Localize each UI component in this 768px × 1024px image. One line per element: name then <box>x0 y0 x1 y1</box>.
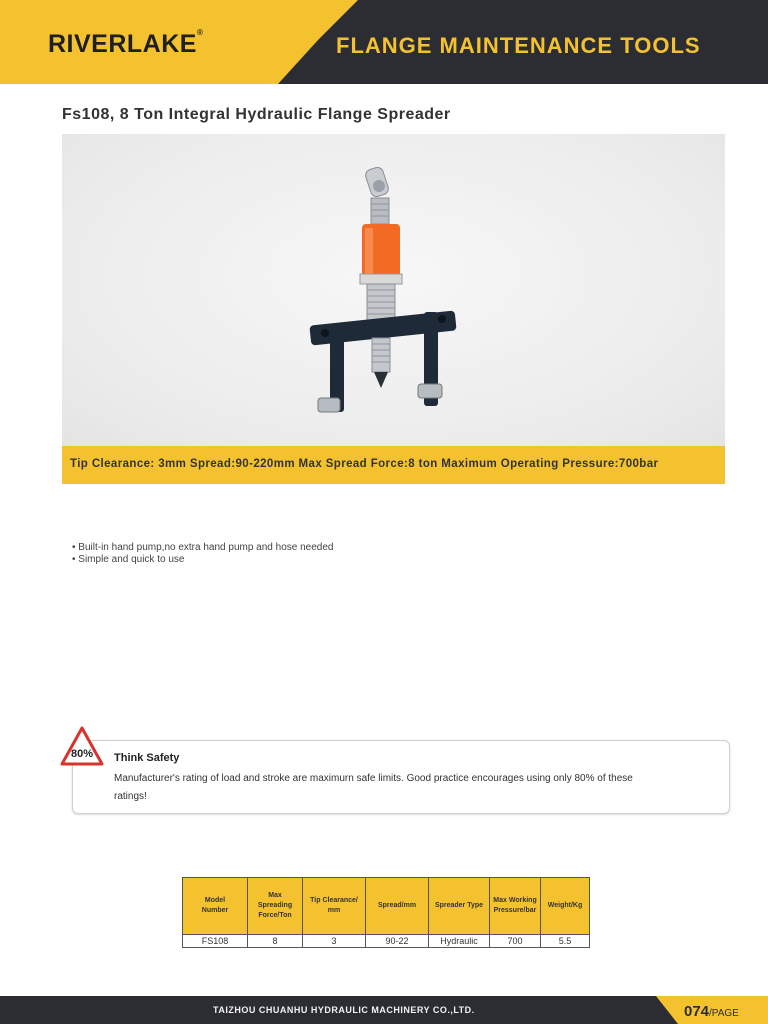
table-cell: 3 <box>303 935 366 948</box>
feature-list <box>72 542 333 566</box>
warning-triangle-icon <box>60 726 104 766</box>
page-number: 074/PAGE <box>684 1003 739 1020</box>
table-cell: 5.5 <box>541 935 590 948</box>
safety-badge: 80% <box>70 748 94 760</box>
table-row <box>183 935 590 948</box>
section-title: FLANGE MAINTENANCE TOOLS <box>336 33 701 58</box>
table-cell: FS108 <box>183 935 248 948</box>
table-header: Weight/Kg <box>541 878 590 935</box>
table-cell: 8 <box>248 935 303 948</box>
table-header: Spreader Type <box>429 878 490 935</box>
table-header: Max Spreading Force/Ton <box>248 878 303 935</box>
brand-logo: RIVERLAKE® <box>48 28 204 58</box>
table-header-row <box>183 878 590 935</box>
table-header: Model Number <box>183 878 248 935</box>
spec-bar <box>62 446 725 484</box>
safety-title: Think Safety <box>114 752 180 764</box>
table-header: Tip Clearance/ mm <box>303 878 366 935</box>
product-photo <box>62 134 725 446</box>
spec-table <box>182 877 590 948</box>
table-cell: 90-22 <box>366 935 429 948</box>
safety-text: Manufacturer's rating of load and stroke are maximurn safe limits. Good practice encourages using only 80% of these ratings! <box>114 773 633 802</box>
table-header: Max Working Pressure/bar <box>490 878 541 935</box>
flange-spreader-image <box>62 134 725 446</box>
table-header: Spread/mm <box>366 878 429 935</box>
spec-line: Tip Clearance: 3mm Spread:90-220mm Max Spread Force:8 ton Maximum Operating Pressure:700bar <box>70 458 659 470</box>
table-cell: 700 <box>490 935 541 948</box>
product-title: Fs108, 8 Ton Integral Hydraulic Flange Spreader <box>62 106 451 123</box>
feature-item: • Built-in hand pump,no extra hand pump and hose needed <box>72 542 333 554</box>
feature-item: • Simple and quick to use <box>72 554 333 566</box>
table-cell: Hydraulic <box>429 935 490 948</box>
company-name: TAIZHOU CHUANHU HYDRAULIC MACHINERY CO.,LTD. <box>213 1005 475 1015</box>
